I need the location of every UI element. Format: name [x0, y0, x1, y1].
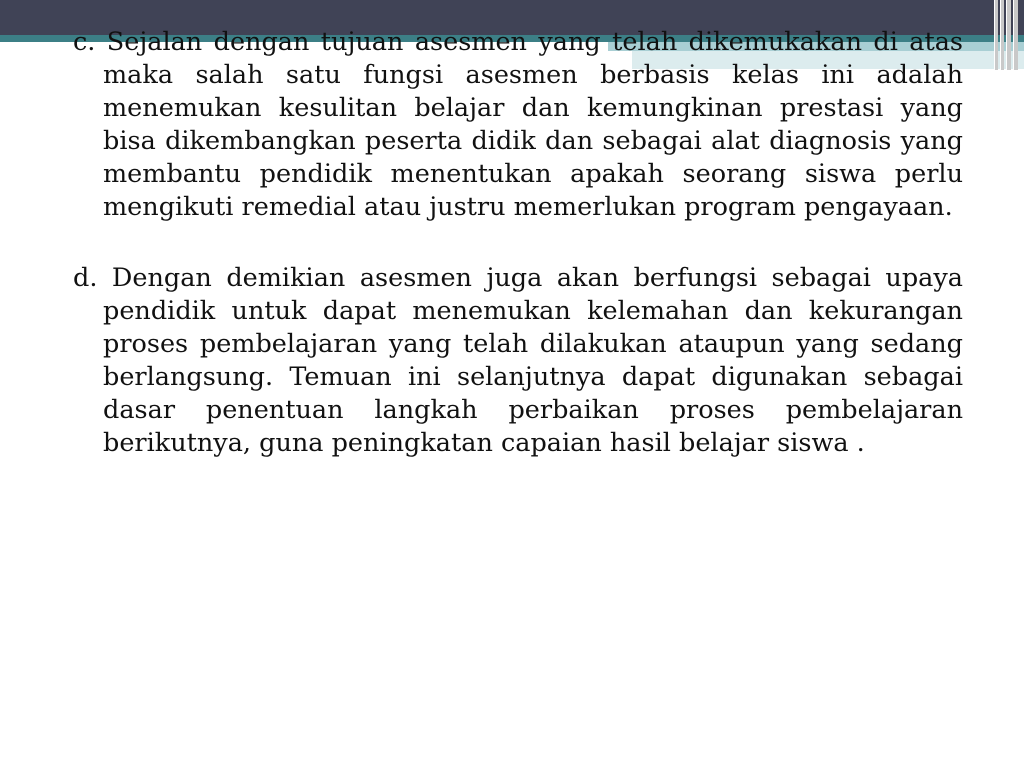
corner-decoration	[992, 0, 1024, 70]
paragraph-c	[73, 26, 963, 224]
paragraph-d	[73, 262, 963, 460]
slide-body	[73, 26, 963, 460]
paragraph-text: Dengan demikian asesmen juga akan berfungsi sebagai upaya pendidik untuk dapat menemukan kelemahan dan kekurangan proses pembelajaran yang telah dilakukan ataupun yang sedang berlangsung. Temuan ini selanjutnya dapat digunakan sebagai dasar penentuan langkah perbaikan proses pembelajaran berikutnya, guna peningkatan capaian hasil belajar siswa .	[97, 263, 963, 458]
paragraph-text: Sejalan dengan tujuan asesmen yang telah dikemukakan di atas maka salah satu fungsi asesmen berbasis kelas ini adalah menemukan kesulitan belajar dan kemungkinan prestasi yang bisa dikembangkan peserta didik dan sebagai alat diagnosis yang membantu pendidik menentukan apakah seorang siswa perlu mengikuti remedial atau justru memerlukan program pengayaan.	[95, 27, 963, 222]
paragraph-marker: d.	[73, 263, 98, 293]
paragraph-marker: c.	[73, 27, 96, 57]
